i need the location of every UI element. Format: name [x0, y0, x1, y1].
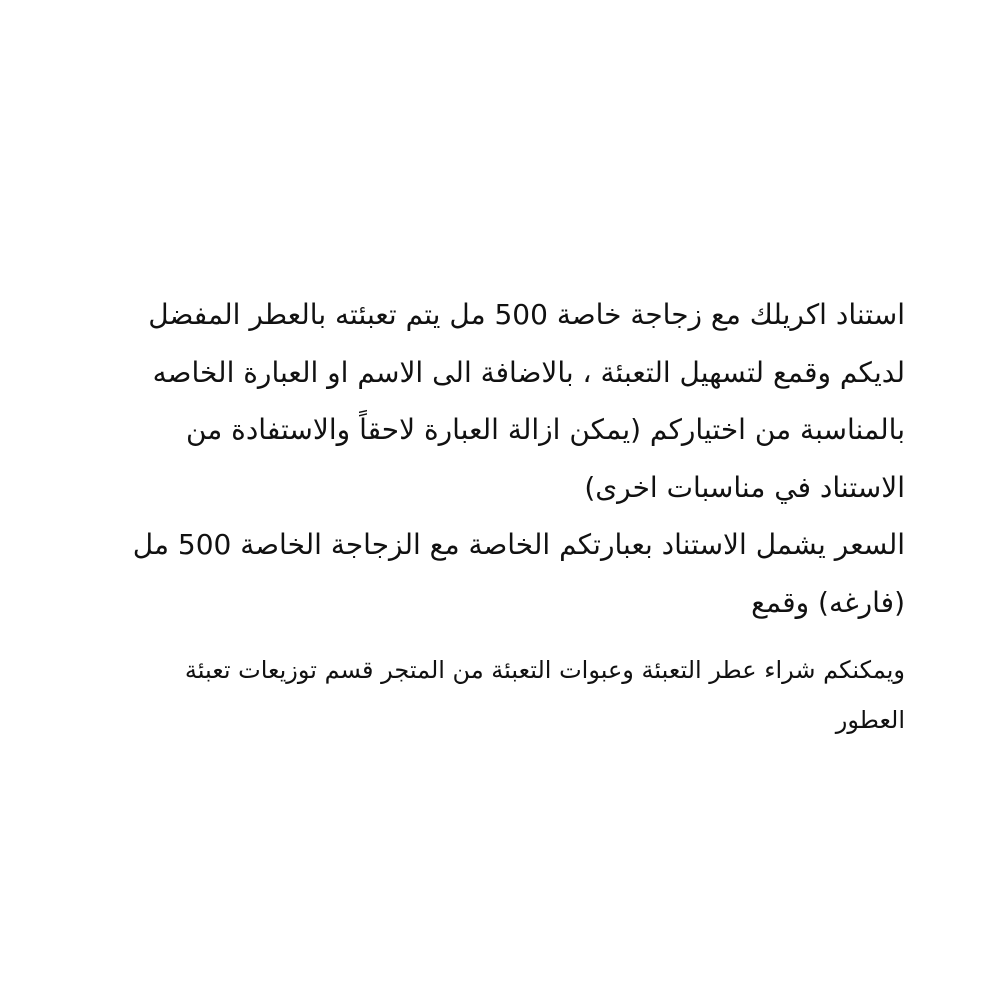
description-paragraph-stand: استناد اكريلك مع زجاجة خاصة 500 مل يتم تعبئته بالعطر المفضل لديكم وقمع لتسهيل التعبئة ، بالاضافة الى الاسم او العبارة الخاصه بالمناسبة من اختياركم (يمكن ازالة العبارة لاحقاً والاستفادة من الاستناد في مناسبات اخرى) [148, 298, 905, 504]
description-paragraph-store-note: ويمكنكم شراء عطر التعبئة وعبوات التعبئة من المتجر قسم توزيعات تعبئة العطور [184, 656, 905, 734]
description-text-block [115, 286, 905, 745]
description-paragraph-price: السعر يشمل الاستناد بعبارتكم الخاصة مع الزجاجة الخاصة 500 مل (فارغه) وقمع [132, 528, 905, 619]
